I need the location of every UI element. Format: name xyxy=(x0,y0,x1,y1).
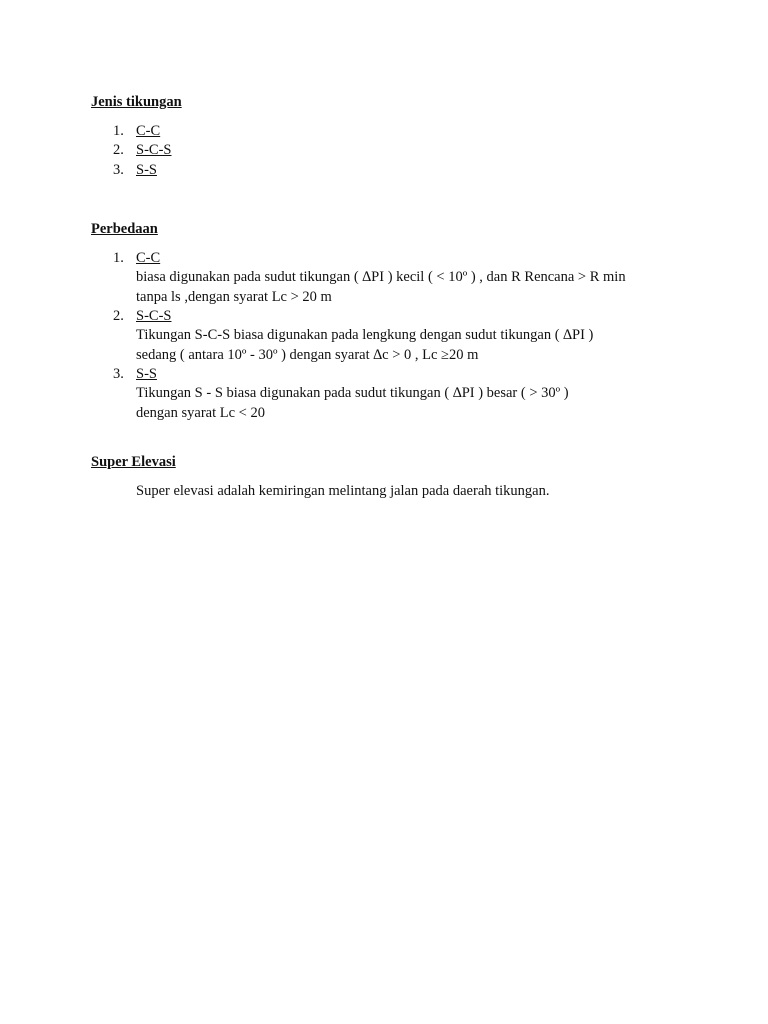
perbedaan-item-scs-line: Tikungan S-C-S biasa digunakan pada lengkung dengan sudut tikungan ( ∆PI ) xyxy=(136,327,594,343)
list-number: 3. xyxy=(113,162,124,178)
perbedaan-item-ss-line: Tikungan S - S biasa digunakan pada sudut tikungan ( ∆PI ) besar ( > 30º ) xyxy=(136,385,569,401)
list-number: 1. xyxy=(113,123,124,139)
list-item-cc: C-C xyxy=(136,123,161,139)
perbedaan-item-scs-title: S-C-S xyxy=(136,308,172,324)
perbedaan-item-ss-line: dengan syarat Lc < 20 xyxy=(136,405,265,421)
heading-jenis-tikungan: Jenis tikungan xyxy=(91,94,182,110)
heading-perbedaan: Perbedaan xyxy=(91,221,158,237)
list-item-ss: S-S xyxy=(136,162,157,178)
list-number: 1. xyxy=(113,250,124,266)
list-number: 2. xyxy=(113,308,124,324)
perbedaan-item-cc-line: biasa digunakan pada sudut tikungan ( ∆PI ) kecil ( < 10º ) , dan R Rencana > R min xyxy=(136,269,626,285)
list-item-scs: S-C-S xyxy=(136,142,172,158)
perbedaan-item-ss-title: S-S xyxy=(136,366,157,382)
list-number: 3. xyxy=(113,366,124,382)
heading-super-elevasi: Super Elevasi xyxy=(91,454,176,470)
list-number: 2. xyxy=(113,142,124,158)
perbedaan-item-scs-line: sedang ( antara 10º - 30º ) dengan syarat ∆c > 0 , Lc ≥20 m xyxy=(136,347,479,363)
perbedaan-item-cc-line: tanpa ls ,dengan syarat Lc > 20 m xyxy=(136,289,332,305)
perbedaan-item-cc-title: C-C xyxy=(136,250,161,266)
super-elevasi-paragraph: Super elevasi adalah kemiringan melintang jalan pada daerah tikungan. xyxy=(136,483,550,499)
